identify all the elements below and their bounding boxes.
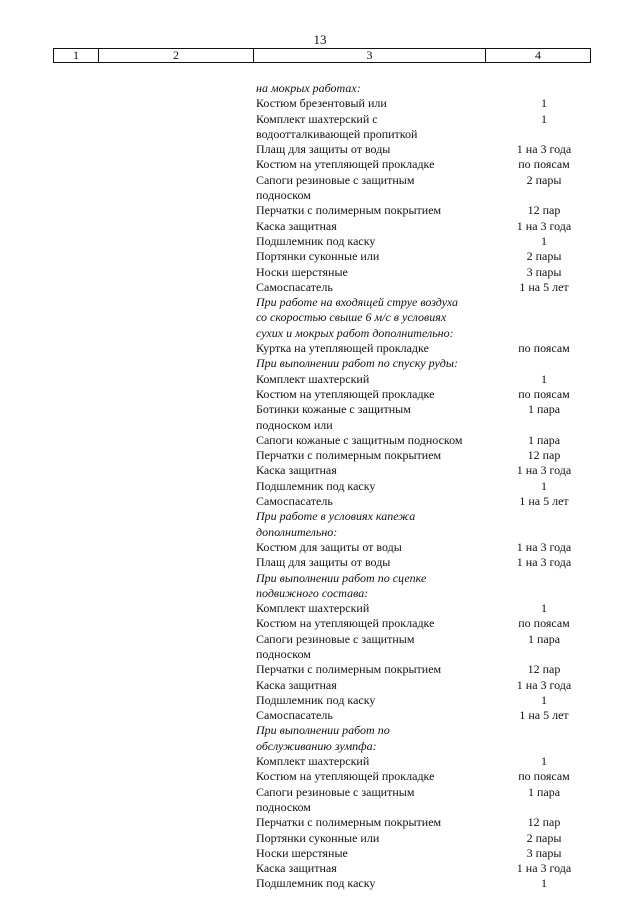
table-row (0, 479, 640, 494)
section-heading-text (256, 571, 482, 602)
item-quantity: 12 пар (527, 662, 561, 677)
item-name (256, 831, 482, 846)
item-name (256, 219, 482, 234)
item-name (256, 662, 482, 677)
item-quantity: 1 на 3 года (516, 463, 572, 478)
item-quantity: 1 пара (527, 631, 561, 646)
table-row (0, 173, 640, 204)
item-name-line: Носки шерстяные (256, 845, 348, 860)
item-quantity: 2 пары (526, 830, 562, 845)
table-row (0, 372, 640, 387)
item-name-line: Плащ для защиты от воды (256, 142, 391, 157)
item-name (256, 846, 482, 861)
item-name-line: Комплект шахтерский (256, 754, 370, 769)
item-quantity: по поясам (518, 157, 570, 172)
table-row (0, 112, 640, 143)
table-row (0, 815, 640, 830)
table-row (0, 693, 640, 708)
section-heading (0, 295, 640, 341)
table-row (0, 402, 640, 433)
item-quantity: 1 (541, 754, 547, 769)
page-number: 13 (313, 32, 327, 47)
item-name (256, 693, 482, 708)
item-quantity: 1 на 3 года (516, 861, 572, 876)
item-quantity: 1 (541, 233, 547, 248)
section-heading (0, 509, 640, 540)
item-name-line: Самоспасатель (256, 494, 333, 509)
item-name (256, 479, 482, 494)
table-row (0, 846, 640, 861)
item-name-line: подноском (256, 799, 311, 814)
table-row (0, 785, 640, 816)
item-name-line: При выполнении работ по (256, 723, 390, 738)
section-heading-text (256, 295, 482, 341)
item-name-line: При выполнении работ по спуску руды: (256, 356, 458, 371)
item-name (256, 815, 482, 830)
table-row (0, 234, 640, 249)
item-name (256, 754, 482, 769)
section-heading (0, 81, 640, 96)
item-name-line: водоотталкивающей пропиткой (256, 126, 418, 141)
column-number-3: 3 (254, 49, 486, 63)
item-name-line: сухих и мокрых работ дополнительно: (256, 325, 454, 340)
item-quantity: 1 пара (527, 432, 561, 447)
item-name-line: Подшлемник под каску (256, 233, 376, 248)
table-row (0, 555, 640, 570)
item-name-line: Плащ для защиты от воды (256, 555, 391, 570)
item-name (256, 433, 482, 448)
item-name (256, 234, 482, 249)
item-name-line: Перчатки с полимерным покрытием (256, 203, 442, 218)
item-name (256, 494, 482, 509)
item-name-line: Каска защитная (256, 218, 337, 233)
table-row (0, 540, 640, 555)
item-name (256, 173, 482, 204)
section-heading-text (256, 723, 482, 754)
item-name-line: Сапоги резиновые с защитным (256, 631, 415, 646)
item-name (256, 616, 482, 631)
item-quantity: 1 (541, 692, 547, 707)
item-name (256, 372, 482, 387)
table-row (0, 265, 640, 280)
table-row (0, 142, 640, 157)
item-name-line: Комплект шахтерский (256, 601, 370, 616)
item-quantity: 1 на 3 года (516, 539, 572, 554)
item-name (256, 157, 482, 172)
item-name-line: Подшлемник под каску (256, 692, 376, 707)
table-row (0, 708, 640, 723)
column-number-1: 1 (54, 49, 99, 63)
item-quantity: по поясам (518, 616, 570, 631)
item-name (256, 448, 482, 463)
item-name-line: подноском (256, 646, 311, 661)
item-list (0, 81, 640, 892)
table-row (0, 433, 640, 448)
item-name-line: Куртка на утепляющей прокладке (256, 341, 429, 356)
item-quantity: 1 на 3 года (516, 677, 572, 692)
table-row (0, 662, 640, 677)
item-name-line: Подшлемник под каску (256, 876, 376, 891)
section-heading (0, 356, 640, 371)
item-quantity: по поясам (518, 386, 570, 401)
item-quantity: 1 на 3 года (516, 555, 572, 570)
item-quantity: 1 пара (527, 402, 561, 417)
item-name-line: Носки шерстяные (256, 264, 348, 279)
item-quantity: 12 пар (527, 203, 561, 218)
item-name-line: Костюм брезентовый или (256, 96, 387, 111)
item-name-line: Сапоги резиновые с защитным (256, 784, 415, 799)
section-heading-text (256, 509, 482, 540)
item-quantity: 1 (541, 601, 547, 616)
item-quantity: по поясам (518, 341, 570, 356)
item-name-line: Сапоги резиновые с защитным (256, 172, 415, 187)
column-number-2: 2 (99, 49, 254, 63)
table-row (0, 678, 640, 693)
item-quantity: 1 (541, 371, 547, 386)
item-name-line: Костюм для защиты от воды (256, 539, 402, 554)
item-name-line: на мокрых работах: (256, 81, 361, 95)
column-header-row (54, 49, 591, 63)
table-row (0, 387, 640, 402)
table-row (0, 769, 640, 784)
table-row (0, 494, 640, 509)
item-quantity: 2 пары (526, 172, 562, 187)
item-name (256, 387, 482, 402)
item-name-line: подвижного состава: (256, 585, 369, 600)
item-name-line: Костюм на утепляющей прокладке (256, 769, 435, 784)
item-name (256, 861, 482, 876)
item-name-line: Костюм на утепляющей прокладке (256, 157, 435, 172)
item-name-line: Костюм на утепляющей прокладке (256, 616, 435, 631)
item-quantity: 3 пары (526, 264, 562, 279)
table-row (0, 448, 640, 463)
item-quantity: 1 (541, 111, 547, 126)
item-name-line: Перчатки с полимерным покрытием (256, 448, 442, 463)
table-row (0, 861, 640, 876)
item-name (256, 280, 482, 295)
section-heading (0, 723, 640, 754)
section-heading-text (256, 356, 482, 371)
item-quantity: 1 пара (527, 784, 561, 799)
item-quantity: 12 пар (527, 815, 561, 830)
item-quantity: 1 (541, 478, 547, 493)
table-row (0, 632, 640, 663)
item-quantity: 1 на 3 года (516, 218, 572, 233)
item-name-line: Комплект шахтерский с (256, 111, 378, 126)
item-quantity: 1 на 5 лет (519, 708, 569, 723)
item-name (256, 601, 482, 616)
table-row (0, 249, 640, 264)
item-name-line: Портянки суконные или (256, 830, 380, 845)
item-name (256, 785, 482, 816)
item-name (256, 341, 482, 356)
item-name-line: При выполнении работ по сцепке (256, 570, 427, 585)
item-name-line: Самоспасатель (256, 708, 333, 723)
item-name (256, 876, 482, 891)
column-number-4: 4 (486, 49, 591, 63)
item-name (256, 769, 482, 784)
table-row (0, 341, 640, 356)
section-heading (0, 571, 640, 602)
item-name (256, 555, 482, 570)
item-name (256, 632, 482, 663)
item-name (256, 142, 482, 157)
item-name-line: Каска защитная (256, 463, 337, 478)
section-heading-text (256, 81, 482, 96)
table-row (0, 203, 640, 218)
item-quantity: 1 (541, 96, 547, 111)
item-name-line: Сапоги кожаные с защитным подноском (256, 432, 463, 447)
item-name-line: подноском или (256, 417, 333, 432)
item-name-line: Самоспасатель (256, 279, 333, 294)
item-name-line: Каска защитная (256, 861, 337, 876)
item-quantity: 1 на 3 года (516, 142, 572, 157)
item-quantity: по поясам (518, 769, 570, 784)
item-name (256, 203, 482, 218)
table-row (0, 831, 640, 846)
item-name-line: Ботинки кожаные с защитным (256, 402, 411, 417)
item-name (256, 402, 482, 433)
item-name-line: Комплект шахтерский (256, 371, 370, 386)
item-quantity: 12 пар (527, 448, 561, 463)
table-row (0, 219, 640, 234)
table-row (0, 157, 640, 172)
item-name (256, 678, 482, 693)
table-row (0, 616, 640, 631)
item-name-line: Портянки суконные или (256, 249, 380, 264)
table-row (0, 280, 640, 295)
item-name-line: При работе на входящей струе воздуха (256, 295, 459, 310)
item-quantity: 1 (541, 876, 547, 891)
table-row (0, 754, 640, 769)
table-row (0, 96, 640, 111)
item-name (256, 540, 482, 555)
item-name-line: со скоростью свыше 6 м/с в условиях (256, 310, 447, 325)
item-name-line: Перчатки с полимерным покрытием (256, 815, 442, 830)
item-name-line: Перчатки с полимерным покрытием (256, 662, 442, 677)
item-name (256, 463, 482, 478)
item-name-line: подноском (256, 188, 311, 203)
item-name-line: При работе в условиях капежа (256, 509, 416, 524)
column-header-table (53, 48, 591, 63)
item-name (256, 708, 482, 723)
item-name-line: Подшлемник под каску (256, 478, 376, 493)
item-quantity: 2 пары (526, 249, 562, 264)
item-name (256, 249, 482, 264)
item-quantity: 1 на 5 лет (519, 279, 569, 294)
item-name (256, 265, 482, 280)
item-name-line: дополнительно: (256, 524, 338, 539)
table-row (0, 876, 640, 891)
item-name (256, 112, 482, 143)
item-name (256, 96, 482, 111)
item-name-line: Каска защитная (256, 677, 337, 692)
table-row (0, 601, 640, 616)
item-quantity: 3 пары (526, 845, 562, 860)
item-name-line: Костюм на утепляющей прокладке (256, 386, 435, 401)
item-quantity: 1 на 5 лет (519, 494, 569, 509)
item-name-line: обслуживанию зумпфа: (256, 738, 377, 753)
table-row (0, 463, 640, 478)
